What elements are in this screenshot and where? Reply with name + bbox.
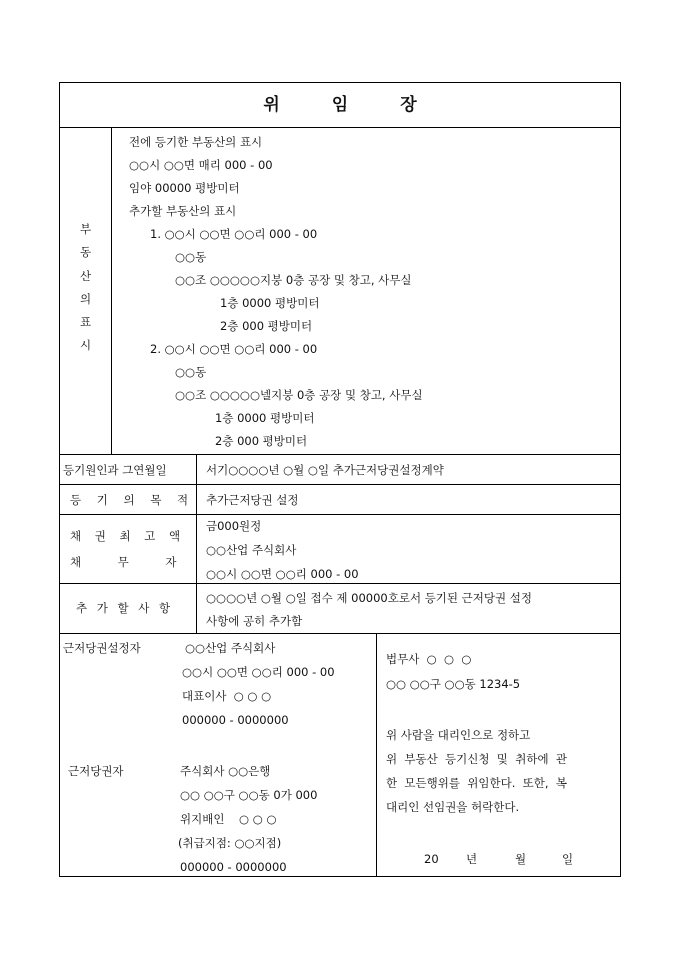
holder-name: 주식회사 ○○은행 bbox=[180, 764, 271, 778]
agent-line: 위 사람을 대리인으로 정하고 bbox=[386, 728, 531, 742]
property-line: ○○조 ○○○○○넬지붕 0층 공장 및 창고, 사무실 bbox=[175, 388, 423, 402]
date-year: 20 bbox=[424, 852, 439, 866]
date-year-unit: 년 bbox=[466, 852, 478, 866]
cause-value: 서기○○○○년 ○월 ○일 추가근저당권설정계약 bbox=[206, 463, 444, 477]
property-line: ○○동 bbox=[175, 250, 207, 264]
purpose-label: 등 기 의 목 적 bbox=[70, 493, 189, 507]
setter-address: ○○시 ○○면 ○○리 000 - 00 bbox=[182, 665, 335, 679]
additional-label: 추 가 할 사 항 bbox=[76, 601, 171, 615]
document-title bbox=[60, 83, 620, 127]
label-char: 의 bbox=[79, 291, 92, 306]
label-char: 동 bbox=[79, 245, 92, 260]
agent-address: ○○ ○○구 ○○동 1234-5 bbox=[386, 677, 521, 691]
purpose-value: 추가근저당권 설정 bbox=[206, 493, 299, 507]
date-day-unit: 일 bbox=[562, 852, 574, 866]
divider bbox=[196, 515, 197, 583]
divider bbox=[196, 584, 197, 633]
debtor-address: ○○시 ○○면 ○○리 000 - 00 bbox=[206, 567, 359, 581]
cause-label: 등기원인과 그연월일 bbox=[63, 463, 167, 477]
label-char: 산 bbox=[79, 268, 92, 283]
setter-name: ○○산업 주식회사 bbox=[185, 641, 276, 655]
cause-row bbox=[60, 455, 620, 485]
property-line: 2층 000 평방미터 bbox=[220, 319, 313, 333]
parties-section bbox=[60, 634, 620, 877]
label-char: 표 bbox=[79, 315, 92, 330]
agent-line: 위 부동산 등기신청 및 취하에 관 bbox=[386, 752, 567, 766]
agent-line: 한 모든행위를 위임한다. 또한, 복 bbox=[386, 776, 567, 790]
date-month-unit: 월 bbox=[515, 852, 527, 866]
additional-row bbox=[60, 584, 620, 634]
debtor-name: ○○산업 주식회사 bbox=[206, 543, 297, 557]
title-row bbox=[60, 83, 620, 128]
divider bbox=[196, 455, 197, 484]
label-char: 부 bbox=[79, 222, 92, 236]
property-line: ○○조 ○○○○○지붕 0층 공장 및 창고, 사무실 bbox=[175, 273, 412, 287]
title-char: 장 bbox=[400, 95, 417, 115]
setter-reg-no: 000000 - 0000000 bbox=[182, 713, 289, 727]
label-char: 시 bbox=[79, 338, 92, 353]
purpose-row bbox=[60, 485, 620, 515]
property-line: 1층 0000 평방미터 bbox=[220, 296, 320, 310]
title-char: 위 bbox=[263, 95, 280, 115]
property-line: 1층 0000 평방미터 bbox=[215, 411, 315, 425]
setter-label: 근저당권설정자 bbox=[63, 641, 141, 655]
holder-rep: 위지배인 ○ ○ ○ bbox=[180, 812, 277, 826]
property-line: 2층 000 평방미터 bbox=[215, 434, 308, 448]
property-line: 1. ○○시 ○○면 ○○리 000 - 00 bbox=[150, 227, 318, 241]
property-line: 전에 등기한 부동산의 표시 bbox=[129, 135, 263, 149]
property-line: ○○동 bbox=[175, 365, 207, 379]
additional-line: ○○○○년 ○월 ○일 접수 제 00000호로서 등기된 근저당권 설정 bbox=[206, 591, 532, 605]
title-char: 임 bbox=[331, 95, 349, 115]
holder-branch: (취급지점: ○○지점) bbox=[178, 836, 282, 850]
property-line: 2. ○○시 ○○면 ○○리 000 - 00 bbox=[150, 342, 318, 356]
holder-label: 근저당권자 bbox=[68, 764, 124, 778]
property-section bbox=[60, 128, 620, 455]
power-of-attorney-document bbox=[59, 82, 621, 877]
claim-amount-label: 채 권 최 고 액 bbox=[70, 529, 181, 543]
divider bbox=[111, 128, 112, 454]
property-line: 임야 00000 평방미터 bbox=[129, 181, 240, 195]
property-line: 추가할 부동산의 표시 bbox=[129, 204, 237, 218]
divider bbox=[196, 485, 197, 514]
property-label bbox=[60, 218, 111, 358]
property-line: ○○시 ○○면 매리 000 - 00 bbox=[129, 158, 273, 172]
agent-title: 법무사 ○ ○ ○ bbox=[386, 652, 472, 666]
claim-row bbox=[60, 515, 620, 584]
debtor-label: 채 무 자 bbox=[70, 555, 177, 569]
additional-line: 사항에 공히 추가함 bbox=[206, 614, 303, 628]
claim-amount: 금000원정 bbox=[206, 519, 262, 533]
agent-line: 대리인 선임권을 허락한다. bbox=[386, 800, 520, 814]
setter-rep: 대표이사 ○ ○ ○ bbox=[182, 689, 272, 703]
holder-address: ○○ ○○구 ○○동 0가 000 bbox=[180, 788, 318, 802]
divider bbox=[376, 634, 377, 877]
holder-reg-no: 000000 - 0000000 bbox=[180, 860, 287, 874]
